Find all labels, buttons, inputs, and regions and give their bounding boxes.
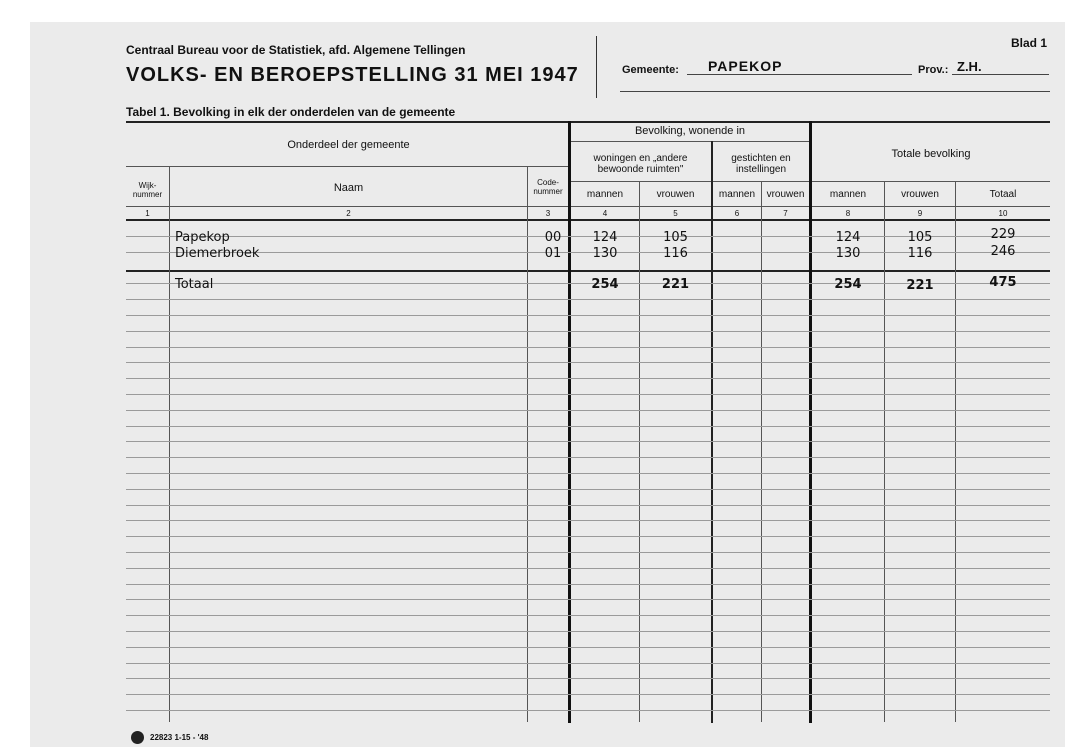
row-2-t-mannen: 130 [835, 246, 861, 261]
col-number-1: 1 [145, 209, 150, 218]
col-number-6: 6 [734, 209, 740, 218]
row-1-w-mannen: 124 [592, 230, 618, 245]
ruled-line [126, 568, 1050, 569]
woningen-header-line2: bewoonde ruimten" [597, 164, 684, 175]
gemeente-underline [687, 74, 912, 75]
table-top-rule [126, 121, 1050, 123]
wonende-header: Bevolking, wonende in [634, 125, 746, 137]
ruled-line [126, 441, 1050, 442]
g-mannen-header: mannen [718, 189, 756, 200]
sheet-number: Blad 1 [1011, 36, 1048, 50]
ruled-line [126, 678, 1050, 679]
col-divider-wijk [169, 166, 170, 722]
ruled-line [126, 663, 1050, 664]
column-numbers-rule [126, 219, 1050, 221]
col-number-3: 3 [545, 209, 551, 218]
gestichten-header-line1: gestichten en [731, 153, 791, 164]
ruled-line [126, 362, 1050, 363]
row-1-code: 00 [544, 230, 562, 245]
total-row-naam: Totaal [175, 277, 214, 292]
header-divider [596, 36, 597, 98]
t-totaal-header: Totaal [989, 189, 1017, 200]
w-mannen-header: mannen [586, 189, 624, 200]
ruled-line [126, 552, 1050, 553]
ruled-line [126, 331, 1050, 332]
col-number-7: 7 [783, 209, 788, 218]
ruled-line [126, 489, 1050, 490]
total-t-mannen: 254 [834, 277, 862, 292]
page-title: VOLKS- EN BEROEPSTELLING 31 MEI 1947 [126, 64, 579, 86]
ruled-line [126, 536, 1050, 537]
ruled-line [126, 394, 1050, 395]
column-names-rule [126, 206, 1050, 207]
header-rule [620, 91, 1050, 92]
row-1-t-vrouwen: 105 [907, 230, 933, 245]
col-divider-8 [884, 181, 885, 722]
row-2-naam: Diemerbroek [175, 246, 260, 261]
totale-header: Totale bevolking [891, 148, 971, 160]
col-number-9: 9 [917, 209, 923, 218]
ruled-line [126, 631, 1050, 632]
naam-header: Naam [333, 182, 364, 194]
prov-underline [952, 74, 1049, 75]
ruled-line [126, 426, 1050, 427]
woningen-header-line1: woningen en „andere [593, 153, 688, 164]
ruled-line [126, 378, 1050, 379]
col-divider-6 [761, 181, 762, 722]
t-mannen-header: mannen [829, 189, 867, 200]
code-header-line2: nummer [533, 187, 563, 196]
ruled-line [126, 505, 1050, 506]
col-number-8: 8 [845, 209, 851, 218]
ruled-line [126, 315, 1050, 316]
gemeente-value: PAPEKOP [708, 58, 783, 74]
row-2-w-mannen: 130 [592, 246, 618, 261]
col-divider-4 [639, 181, 640, 722]
row-1-naam: Papekop [175, 230, 230, 245]
printer-logo-icon [131, 731, 144, 744]
ruled-line [126, 457, 1050, 458]
ruled-line [126, 584, 1050, 585]
form-sheet [30, 22, 1065, 747]
total-rule [126, 270, 1050, 272]
ruled-line [126, 615, 1050, 616]
code-header-line1: Code- [537, 178, 559, 187]
row-2-t-vrouwen: 116 [907, 246, 933, 261]
onderdeel-header: Onderdeel der gemeente [287, 139, 410, 151]
prov-label: Prov.: [918, 64, 949, 76]
total-t-totaal: 475 [989, 275, 1017, 290]
ruled-line [126, 473, 1050, 474]
col-number-10: 10 [998, 209, 1008, 218]
wijk-header-line1: Wijk- [138, 181, 157, 190]
w-vrouwen-header: vrouwen [656, 189, 695, 200]
row-1-t-totaal: 229 [990, 227, 1016, 242]
table-title: Tabel 1. Bevolking in elk der onderdelen van de gemeente [126, 105, 456, 119]
prov-value: Z.H. [957, 59, 982, 74]
col-number-4: 4 [602, 209, 608, 218]
row-1-t-mannen: 124 [835, 230, 861, 245]
ruled-line [126, 520, 1050, 521]
row-2-code: 01 [544, 246, 562, 261]
wijk-header-line2: nummer [132, 190, 163, 199]
gemeente-label: Gemeente: [622, 64, 679, 76]
total-w-mannen: 254 [591, 277, 619, 292]
wonende-rule [569, 141, 809, 142]
col-number-2: 2 [346, 209, 351, 218]
onderdeel-rule [126, 166, 569, 167]
form-code: 22823 1-15 - '48 [150, 733, 209, 742]
ruled-line [126, 599, 1050, 600]
total-t-vrouwen: 221 [906, 278, 934, 293]
col-divider-9 [955, 181, 956, 722]
ruled-line [126, 710, 1050, 711]
ruled-line [126, 299, 1050, 300]
ruled-line [126, 347, 1050, 348]
bureau-text: Centraal Bureau voor de Statistiek, afd. Algemene Tellingen [126, 43, 466, 57]
g-vrouwen-header: vrouwen [766, 189, 805, 200]
ruled-line [126, 410, 1050, 411]
gestichten-header-line2: instellingen [735, 164, 787, 175]
col-divider-5 [711, 141, 713, 723]
row-1-w-vrouwen: 105 [663, 230, 688, 245]
col-number-5: 5 [673, 209, 678, 218]
ruled-line [126, 694, 1050, 695]
ruled-line [126, 647, 1050, 648]
row-2-t-totaal: 246 [990, 244, 1016, 259]
t-vrouwen-header: vrouwen [901, 189, 939, 200]
total-w-vrouwen: 221 [661, 277, 690, 292]
row-2-w-vrouwen: 116 [663, 246, 688, 261]
